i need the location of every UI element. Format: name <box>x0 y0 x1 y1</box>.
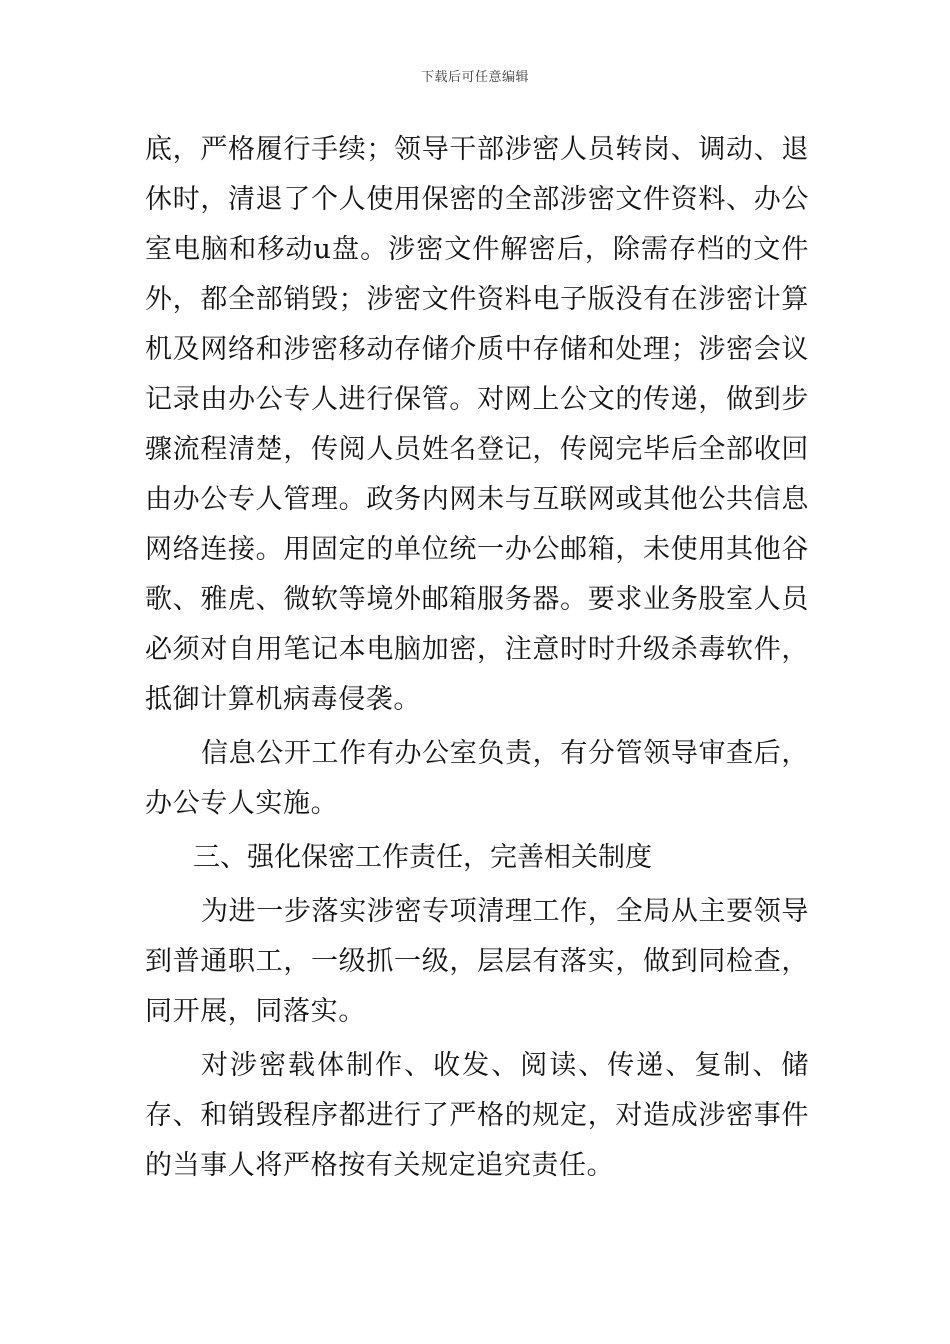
paragraph-special-cleanup: 为进一步落实涉密专项清理工作，全局从主要领导到普通职工，一级抓一级，层层有落实，做到同检查，同开展，同落实。 <box>145 896 809 1027</box>
paragraph-continuation: 底，严格履行手续；领导干部涉密人员转岗、调动、退休时，清退了个人使用保密的全部涉密文件资料、办公室电脑和移动u盘。涉密文件解密后，除需存档的文件外，都全部销毁；涉密文件资料电子版没有在涉密计算机及网络和涉密移动存储介质中存储和处理；涉密会议记录由办公专人进行保管。对网上公文的传递，做到步骤流程清楚，传阅人员姓名登记，传阅完毕后全部收回由办公专人管理。政务内网未与互联网或其他公共信息网络连接。用固定的单位统一办公邮箱，未使用其他谷歌、雅虎、微软等境外邮箱服务器。要求业务股室人员必须对自用笔记本电脑加密，注意时时升级杀毒软件，抵御计算机病毒侵袭。 <box>145 134 809 715</box>
paragraph-info-disclosure: 信息公开工作有办公室负责，有分管领导审查后，办公专人实施。 <box>145 738 809 819</box>
document-body <box>145 125 809 1191</box>
section-heading: 三、强化保密工作责任，完善相关制度 <box>193 842 652 873</box>
paragraph-carrier-rules: 对涉密载体制作、收发、阅读、传递、复制、储存、和销毁程序都进行了严格的规定，对造成涉密事件的当事人将严格按有关规定追究责任。 <box>145 1050 809 1181</box>
page-header: 下载后可任意编辑 <box>420 70 529 85</box>
